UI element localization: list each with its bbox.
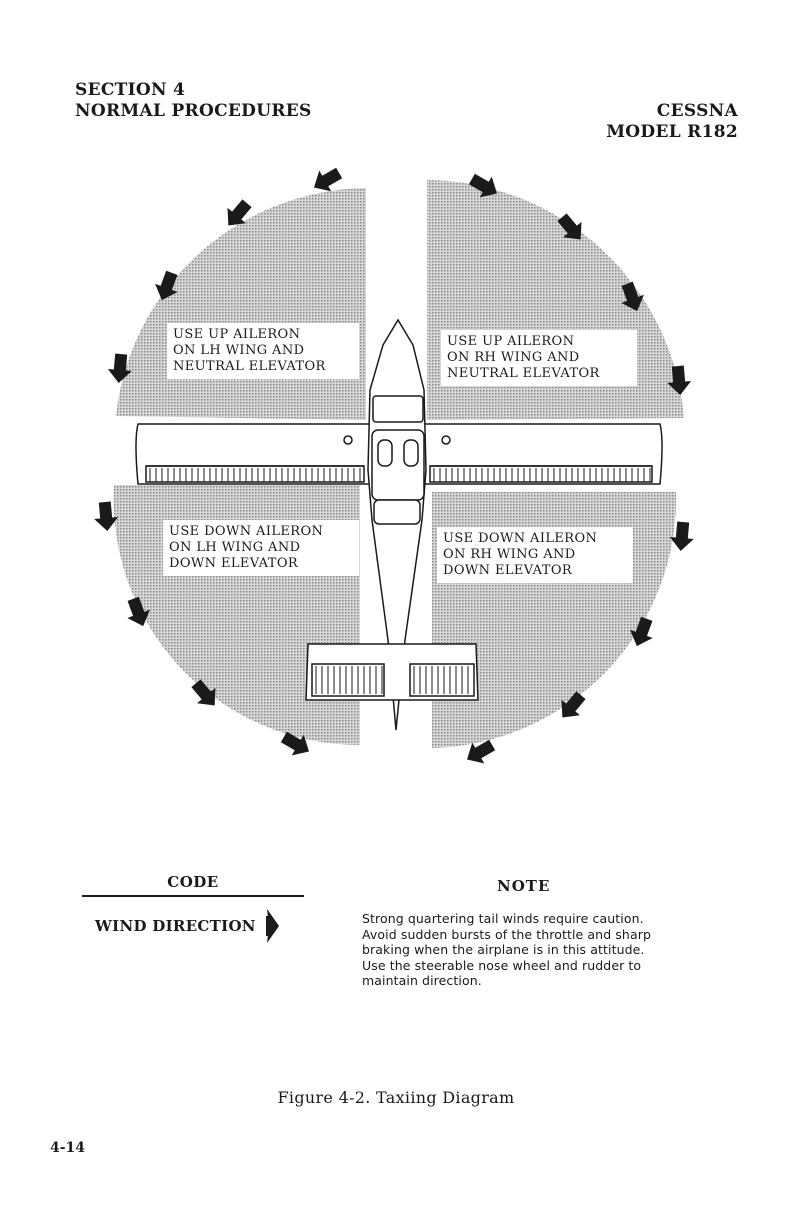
manufacturer: CESSNA xyxy=(656,101,738,121)
label-lower-left: USE DOWN AILERON ON LH WING AND DOWN ELEVATOR xyxy=(163,520,359,576)
code-row-wind xyxy=(78,909,308,943)
section-title: NORMAL PROCEDURES xyxy=(75,101,312,121)
wind-direction-label: WIND DIRECTION xyxy=(95,917,256,935)
code-title: CODE xyxy=(167,873,219,891)
note-title: NOTE xyxy=(497,877,551,895)
page-number: 4-14 xyxy=(50,1140,86,1156)
wind-direction-arrow-icon xyxy=(265,909,281,943)
note-text: Strong quartering tail winds require caution. Avoid sudden bursts of the throttle and sharp braking when the airplane is in this attitude. Use the steerable nose wheel and rudder to maintain direction. xyxy=(362,911,651,988)
figure-caption: Figure 4-2. Taxiing Diagram xyxy=(277,1088,515,1107)
code-divider xyxy=(82,895,304,897)
label-lower-right: USE DOWN AILERON ON RH WING AND DOWN ELEVATOR xyxy=(437,527,633,583)
label-upper-left: USE UP AILERON ON LH WING AND NEUTRAL ELEVATOR xyxy=(167,323,359,379)
model: MODEL R182 xyxy=(606,122,738,142)
label-upper-right: USE UP AILERON ON RH WING AND NEUTRAL ELEVATOR xyxy=(441,330,637,386)
code-legend xyxy=(78,873,308,943)
section-number: SECTION 4 xyxy=(75,80,186,100)
